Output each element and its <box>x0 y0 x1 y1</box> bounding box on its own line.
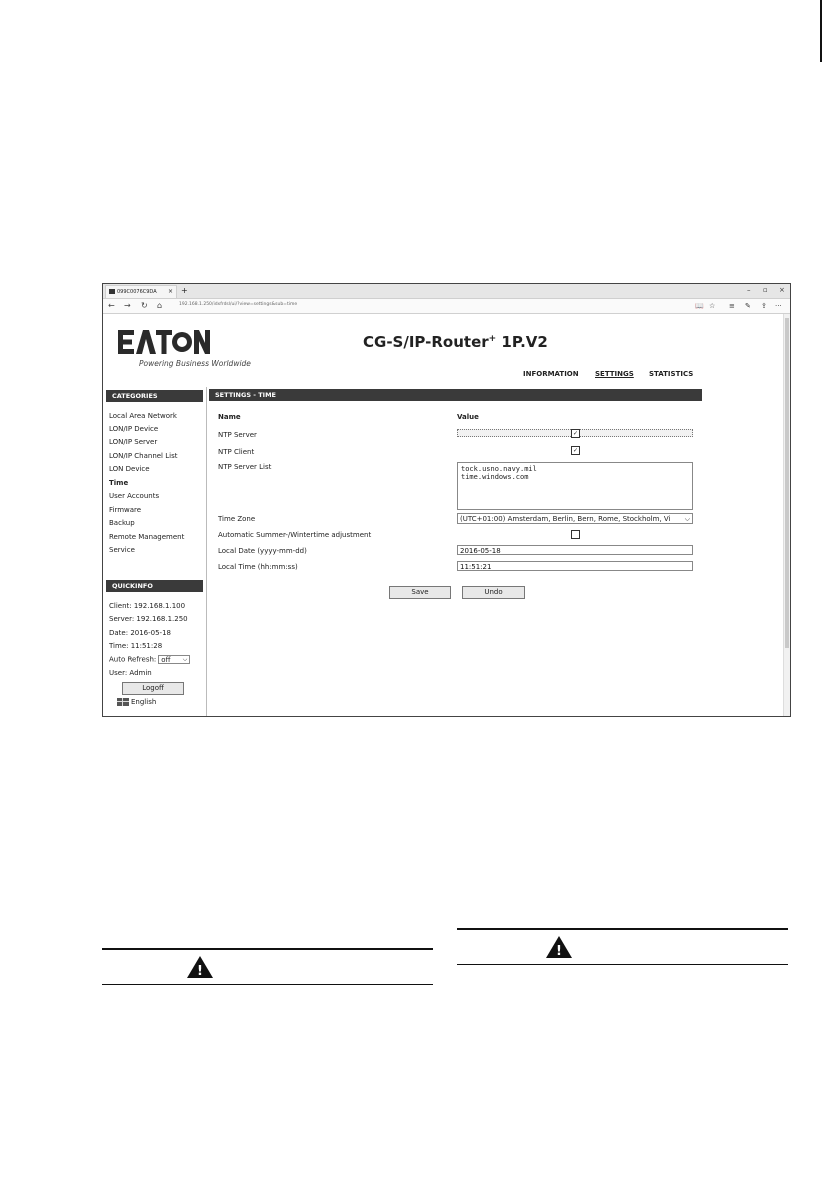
ntp-server-label: NTP Server <box>218 431 257 439</box>
sidebar-item-firmware[interactable]: Firmware <box>109 506 142 514</box>
home-icon[interactable]: ⌂ <box>157 301 163 310</box>
warning-box-left <box>102 948 433 985</box>
warning-icon <box>545 935 573 959</box>
quickinfo-time: Time: 11:51:28 <box>109 642 163 650</box>
nav-settings[interactable]: SETTINGS <box>595 370 634 378</box>
page-title-sup: + <box>488 334 497 344</box>
close-window-icon[interactable]: × <box>779 286 785 294</box>
address-bar <box>103 299 790 314</box>
restore-icon[interactable]: ▫ <box>763 286 768 294</box>
chevron-down-icon: ⌵ <box>684 515 690 523</box>
time-zone-select[interactable] <box>457 513 693 524</box>
minimize-icon[interactable]: – <box>747 286 751 294</box>
tab-bar <box>103 284 790 299</box>
logoff-button[interactable]: Logoff <box>122 682 184 695</box>
quickinfo-user: User: Admin <box>109 669 152 677</box>
nav-statistics[interactable]: STATISTICS <box>649 370 694 378</box>
page-title-suffix: 1P.V2 <box>496 333 548 351</box>
sidebar-item-backup[interactable]: Backup <box>109 519 135 527</box>
tab-title: 099C0076C9DA <box>117 289 157 295</box>
warning-glyph: ! <box>197 964 203 979</box>
tab-close-icon[interactable]: × <box>167 288 173 295</box>
language-label: English <box>131 698 157 706</box>
sidebar-item-time[interactable]: Time <box>109 479 129 487</box>
url-field[interactable]: 192.168.1.250/idxfrdsl/ui/?view=settings&sub=time <box>179 302 298 307</box>
chevron-down-icon: ⌵ <box>182 656 188 663</box>
local-date-label: Local Date (yyyy-mm-dd) <box>218 547 307 555</box>
language-selector[interactable] <box>117 698 156 706</box>
refresh-icon[interactable]: ↻ <box>141 301 148 310</box>
nav-information[interactable]: INFORMATION <box>523 370 579 378</box>
new-tab-button[interactable]: + <box>181 286 188 295</box>
ntp-server-checkbox[interactable]: ✓ <box>572 430 579 437</box>
quickinfo-heading: QUICKINFO <box>106 580 203 592</box>
warning-glyph: ! <box>556 944 562 959</box>
forward-icon[interactable]: → <box>124 301 131 310</box>
flag-icon <box>117 698 129 706</box>
quickinfo-client: Client: 192.168.1.100 <box>109 602 186 610</box>
sidebar-item-user-accounts[interactable]: User Accounts <box>109 492 160 500</box>
sidebar-item-local-area-network[interactable]: Local Area Network <box>109 412 177 420</box>
scrollbar-thumb[interactable] <box>785 318 789 648</box>
sidebar-item-lon-ip-device[interactable]: LON/IP Device <box>109 425 159 433</box>
back-icon[interactable]: ← <box>108 301 115 310</box>
page-title-main: CG-S/IP-Router <box>363 333 489 351</box>
favicon-icon <box>109 289 115 294</box>
eaton-logo-mark <box>118 328 210 356</box>
local-time-label: Local Time (hh:mm:ss) <box>218 563 298 571</box>
eaton-logo <box>118 328 210 361</box>
page-edge-rule <box>820 0 822 62</box>
browser-window <box>102 283 791 717</box>
auto-refresh-label: Auto Refresh: <box>109 655 157 664</box>
sidebar-item-service[interactable]: Service <box>109 546 135 554</box>
ntp-server-list-label: NTP Server List <box>218 463 272 471</box>
reading-view-icon[interactable]: 📖 <box>695 302 704 310</box>
local-date-input[interactable]: 2016-05-18 <box>457 545 693 555</box>
favorite-icon[interactable]: ☆ <box>709 302 716 310</box>
sidebar-item-remote-management[interactable]: Remote Management <box>109 533 185 541</box>
ntp-server-entry: time.windows.com <box>461 473 529 481</box>
notes-icon[interactable]: ✎ <box>745 302 751 310</box>
ntp-client-label: NTP Client <box>218 448 255 456</box>
share-icon[interactable]: ⇪ <box>761 302 767 310</box>
auto-refresh-row <box>109 655 190 665</box>
vertical-scrollbar[interactable] <box>783 314 790 716</box>
time-zone-label: Time Zone <box>218 515 256 523</box>
warning-icon <box>186 955 214 979</box>
column-name-header: Name <box>218 413 241 421</box>
column-value-header: Value <box>457 413 479 421</box>
time-zone-value: (UTC+01:00) Amsterdam, Berlin, Bern, Rome, Stockholm, Vi <box>460 515 671 523</box>
categories-heading: CATEGORIES <box>106 390 203 402</box>
sidebar-item-lon-device[interactable]: LON Device <box>109 465 150 473</box>
hub-icon[interactable]: ≡ <box>729 302 735 310</box>
quickinfo-date: Date: 2016-05-18 <box>109 629 171 637</box>
more-icon[interactable]: ··· <box>775 302 782 310</box>
browser-tab[interactable] <box>105 285 177 298</box>
sidebar-item-lon-ip-channel-list[interactable]: LON/IP Channel List <box>109 452 178 460</box>
quickinfo-server: Server: 192.168.1.250 <box>109 615 188 623</box>
warning-box-right <box>457 928 788 965</box>
auto-refresh-value: off <box>161 656 171 664</box>
auto-refresh-select[interactable] <box>158 655 190 664</box>
local-time-input[interactable]: 11:51:21 <box>457 561 693 571</box>
auto-dst-checkbox[interactable] <box>571 530 580 539</box>
auto-dst-label: Automatic Summer-/Wintertime adjustment <box>218 531 372 539</box>
settings-heading: SETTINGS - TIME <box>209 389 702 401</box>
save-button[interactable]: Save <box>389 586 451 599</box>
sidebar-item-lon-ip-server[interactable]: LON/IP Server <box>109 438 158 446</box>
ntp-server-list-textarea[interactable] <box>457 462 693 510</box>
tagline: Powering Business Worldwide <box>139 359 251 368</box>
undo-button[interactable]: Undo <box>462 586 525 599</box>
ntp-server-entry: tock.usno.navy.mil <box>461 465 537 473</box>
ntp-client-checkbox[interactable]: ✓ <box>572 447 579 454</box>
page-title <box>363 333 548 351</box>
